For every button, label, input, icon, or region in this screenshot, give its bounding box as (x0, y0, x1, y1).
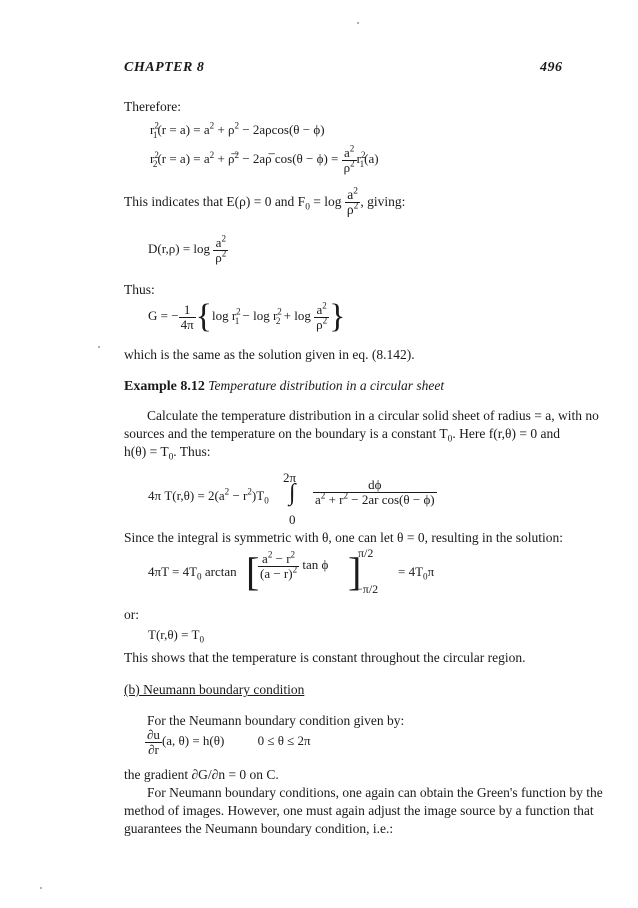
para3-line3: guarantees the Neumann boundary condition, i.e.: (124, 821, 394, 836)
therefore-text: Therefore: (124, 99, 181, 114)
or-text: or: (124, 607, 139, 622)
para2-text: For the Neumann boundary condition given by: (147, 713, 405, 728)
para1-line3: $h(\theta) = T_0$. Thus: (124, 444, 211, 463)
equation-g: G = − $\frac{1}{4\pi}$ {log $r^2_1 - \log r^2_2 + \log$ $\frac{a^2}{\rho^2}$ } (148, 298, 346, 335)
equation-neumann: $\frac{\partial u}{\partial r}$ (a, θ) = h(θ) 0 ≤ θ ≤ 2π (147, 727, 311, 757)
equation-r2: $r^2_2(r = a) = a^2$ + ρ̅$^2$ − 2aρ̅ cos(θ − ϕ) = $\frac{a^2}{\rho^2}$ $r^2_1(a)$ (150, 143, 379, 175)
same-as-text: which is the same as the solution given in eq. (8.142). (124, 347, 415, 362)
para1-line2: sources and the temperature on the boundary is a constant $T_0$. Here f(r,θ) = 0 and (124, 426, 560, 445)
constant-text: This shows that the temperature is constant throughout the circular region. (124, 650, 526, 665)
equation-t-const: $T(r,\theta) = T_0$ (148, 627, 204, 645)
para3-line2: method of images. However, one must again adjust the image source by a function that (124, 803, 594, 818)
indicates-text: This indicates that E(ρ) = 0 and $F_0 = \log$ $\frac{a^2}{\rho^2}$ , giving: (124, 186, 406, 218)
equation-r1: $r^2_1(r = a) = a^2 + \rho^2 - 2a\rho\cos(\theta - \phi)$ (150, 120, 325, 140)
para1-line1: Calculate the temperature distribution in a circular solid sheet of radius = a, with no (147, 408, 599, 423)
para3-line1: For Neumann boundary conditions, one again can obtain the Green's function by the (147, 785, 603, 800)
symmetric-text: Since the integral is symmetric with θ, one can let θ = 0, resulting in the solution: (124, 530, 563, 545)
scan-speck (98, 346, 100, 348)
equation-d: D(r,ρ) = log $\frac{a^2}{\rho^2}$ (148, 233, 227, 265)
chapter-heading: CHAPTER 8 (124, 60, 205, 75)
scan-speck (40, 887, 42, 889)
scan-speck (357, 22, 359, 24)
equation-arctan: $4\pi T = 4T_0$ arctan [ $\frac{a^2 - r^2}{(a - r)^2}$ tan ϕ ] π/2 −π/2 = $4T_0\pi$ (148, 546, 435, 596)
section-heading: (b) Neumann boundary condition (124, 682, 305, 697)
example-heading: Example 8.12 Temperature distribution in a circular sheet (124, 378, 445, 394)
thus-text: Thus: (124, 282, 155, 297)
gradient-text: the gradient ∂G/∂n = 0 on C. (124, 767, 279, 782)
page-number: 496 (540, 60, 563, 75)
